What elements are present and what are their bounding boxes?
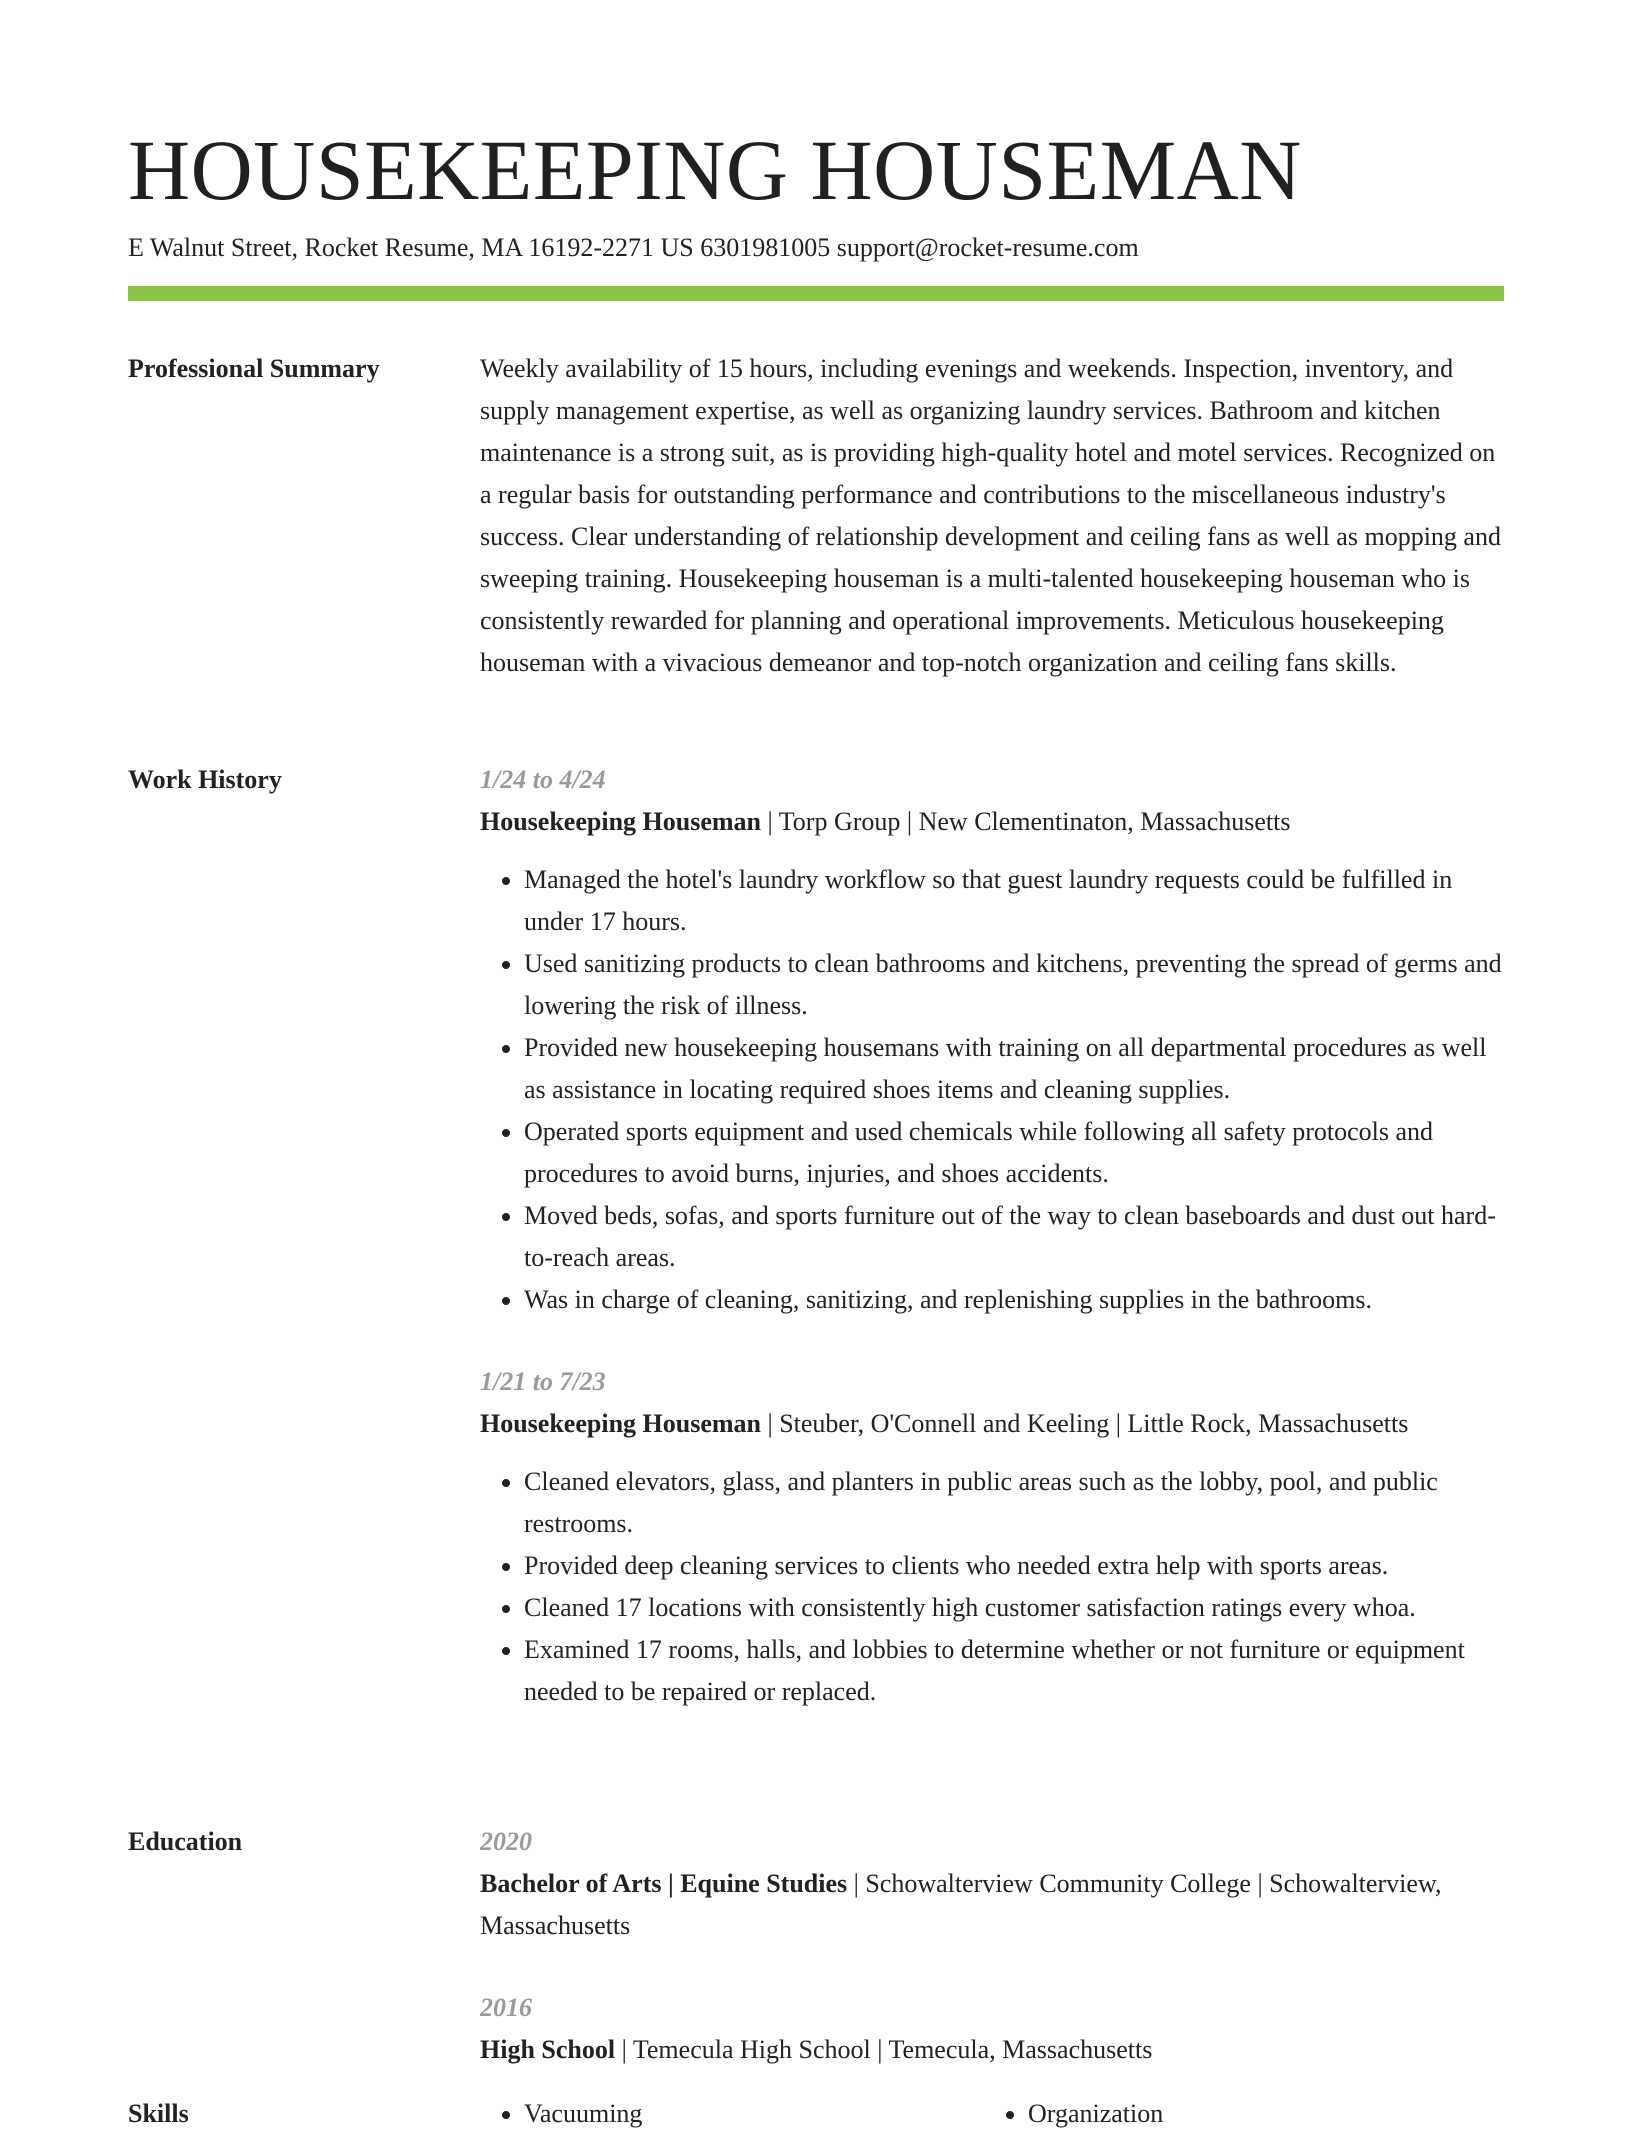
education-heading: Education	[128, 1827, 243, 1856]
skills-section	[480, 2093, 1510, 2135]
education-year: 2016	[480, 1993, 532, 2022]
job-bullet: • Used sanitizing products to clean bathrooms and kitchens, preventing the spread of germs and lowering the risk of illness.	[524, 943, 1510, 1027]
summary-section	[480, 348, 1510, 684]
job-heading	[480, 801, 1510, 843]
education-details: | Temecula High School | Temecula, Massachusetts	[615, 2035, 1153, 2064]
job-heading	[480, 1403, 1510, 1445]
accent-divider	[128, 286, 1504, 301]
job-bullet: • Operated sports equipment and used chemicals while following all safety protocols and procedures to avoid burns, injuries, and shoes accidents.	[524, 1111, 1510, 1195]
education-degree: Bachelor of Arts | Equine Studies	[480, 1869, 848, 1898]
job-bullets	[480, 859, 1510, 1321]
job-role: Housekeeping Houseman	[480, 807, 761, 836]
job-details: | Steuber, O'Connell and Keeling | Little Rock, Massachusetts	[761, 1409, 1409, 1438]
job-entry	[480, 759, 1510, 1321]
job-bullet: • Examined 17 rooms, halls, and lobbies to determine whether or not furniture or equipment needed to be repaired or replaced.	[524, 1629, 1510, 1713]
job-dates: 1/24 to 4/24	[480, 765, 606, 794]
education-section	[480, 1821, 1510, 2111]
education-details: | Schowalterview Community College | Schowalterview, Massachusetts	[480, 1869, 1442, 1940]
job-entry	[480, 1361, 1510, 1713]
education-entry	[480, 1987, 1510, 2071]
job-dates: 1/21 to 7/23	[480, 1367, 606, 1396]
job-bullet: • Moved beds, sofas, and sports furniture out of the way to clean baseboards and dust out hard-to-reach areas.	[524, 1195, 1510, 1279]
job-bullet: • Was in charge of cleaning, sanitizing, and replenishing supplies in the bathrooms.	[524, 1279, 1510, 1321]
skill-item: • Organization	[1028, 2093, 1488, 2135]
work-history-heading: Work History	[128, 765, 282, 794]
job-details: | Torp Group | New Clementinaton, Massachusetts	[761, 807, 1291, 836]
candidate-name: HOUSEKEEPING HOUSEMAN	[128, 122, 1302, 218]
job-bullet: • Cleaned 17 locations with consistently high customer satisfaction ratings every whoa.	[524, 1587, 1510, 1629]
education-heading-line	[480, 2029, 1510, 2071]
contact-line: E Walnut Street, Rocket Resume, MA 16192-2271 US 6301981005 support@rocket-resume.com	[128, 233, 1139, 262]
education-heading-line	[480, 1863, 1510, 1947]
job-bullet: • Cleaned elevators, glass, and planters in public areas such as the lobby, pool, and public restrooms.	[524, 1461, 1510, 1545]
education-entry	[480, 1821, 1510, 1947]
skills-grid	[480, 2093, 1510, 2135]
skills-column	[984, 2093, 1488, 2135]
job-role: Housekeeping Houseman	[480, 1409, 761, 1438]
job-bullet: • Managed the hotel's laundry workflow so that guest laundry requests could be fulfilled in under 17 hours.	[524, 859, 1510, 943]
education-year: 2020	[480, 1827, 532, 1856]
work-history-section	[480, 759, 1510, 1753]
summary-heading: Professional Summary	[128, 354, 380, 383]
skills-column	[480, 2093, 984, 2135]
job-bullets	[480, 1461, 1510, 1713]
job-bullet: • Provided deep cleaning services to clients who needed extra help with sports areas.	[524, 1545, 1510, 1587]
education-degree: High School	[480, 2035, 616, 2064]
job-bullet: • Provided new housekeeping housemans with training on all departmental procedures as well as assistance in locating required shoes items and cleaning supplies.	[524, 1027, 1510, 1111]
skill-item: • Vacuuming	[524, 2093, 984, 2135]
summary-text: Weekly availability of 15 hours, including evenings and weekends. Inspection, inventory, and supply management expertise, as well as organizing laundry services. Bathroom and kitchen maintenance is a strong suit, as is providing high-quality hotel and motel services. Recognized on a regular basis for outstanding performance and contributions to the miscellaneous industry's success. Clear understanding of relationship development and ceiling fans as well as mopping and sweeping training. Housekeeping houseman is a multi-talented housekeeping houseman who is consistently rewarded for planning and operational improvements. Meticulous housekeeping houseman with a vivacious demeanor and top-notch organization and ceiling fans skills.	[480, 354, 1501, 677]
skills-heading: Skills	[128, 2099, 189, 2128]
